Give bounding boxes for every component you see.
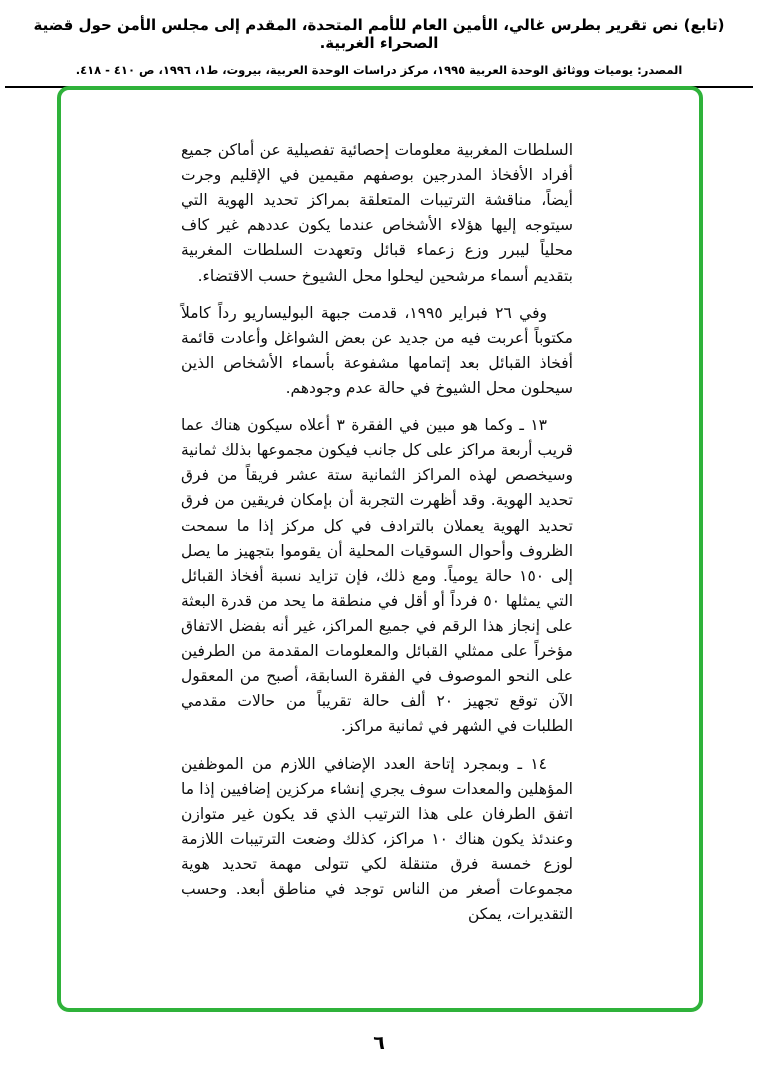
paragraph-14: ١٤ ـ وبمجرد إتاحة العدد الإضافي اللازم من الموظفين المؤهلين والمعدات سوف يجري إنشاء مركزين إضافيين إذا ما اتفق الطرفان على هذا الترتيب الذي قد يكون غير متوازن وعندئذ يكون هناك ١٠ مراكز، كذلك وضعت الترتيبات اللازمة لوزع خمسة فرق متنقلة لكي تتولى مهمة تحديد هوية مجموعات أصغر من الناس توجد في مناطق أبعد. وحسب التقديرات، يمكن (181, 754, 573, 924)
header-source-citation: المصدر: يوميات ووثائق الوحدة العربية ١٩٩٥، مركز دراسات الوحدة العربية، بيروت، ط١، ١٩٩٦، ص ٤١٠ - ٤١٨. (75, 63, 683, 77)
paragraph-continuation: السلطات المغربية معلومات إحصائية تفصيلية عن أماكن جميع أفراد الأفخاذ المدرجين بوصفهم مقيمين في الإقليم وجرت أيضاً، مناقشة الترتيبات المتعلقة بمراكز تحديد الهوية التي سيتوجه إليها هؤلاء الأشخاص عندما يكون عددهم غير كاف محلياً ليبرر وزع زعماء قبائل وتعهدت السلطات المغربية بتقديم أسماء مرشحين ليحلوا محل الشيوخ حسب الاقتضاء. (181, 141, 573, 285)
document-header (0, 0, 758, 77)
body-text (181, 138, 573, 927)
paragraph: وفي ٢٦ فبراير ١٩٩٥، قدمت جبهة البوليساريو رداً كاملاً مكتوباً أعربت فيه من جديد عن بعض الشواغل وأعادت قائمة أفخاذ القبائل بعد إتمامها مشفوعة بأسماء الأشخاص الذين سيحلون محل الشيوخ في حالة عدم وجودهم. (181, 303, 573, 397)
header-title: (تابع) نص تقرير بطرس غالي، الأمين العام للأمم المتحدة، المقدم إلى مجلس الأمن حول قضية الصحراء الغربية. (33, 16, 725, 52)
text-frame-border (57, 86, 703, 1012)
page-number: ٦ (373, 1032, 385, 1054)
paragraph-13: ١٣ ـ وكما هو مبين في الفقرة ٣ أعلاه سيكون هناك عما قريب أربعة مراكز على كل جانب فيكون مجموعها بذلك ثمانية وسيخصص لهذه المراكز الثمانية ستة عشر فريقاً من فرق تحديد الهوية. وقد أظهرت التجربة أن بإمكان فريقين من فرق تحديد الهوية يعملان بالترادف في كل مركز إذا ما سمحت الظروف وأحوال السوقيات المحلية أن يقوموا بتجهيز ما يصل إلى ١٥٠ حالة يومياً. ومع ذلك، فإن تزايد نسبة أفخاذ القبائل التي يمثلها ٥٠ فرداً أو أقل في منطقة ما يحد من قدرة البعثة على إنجاز هذا الرقم في جميع المراكز، غير أنه بفضل الاتفاق مؤخراً على ممثلي القبائل والمعلومات المقدمة من الطرفين على النحو الموصوف في الفقرة السابقة، أصبح من المعقول الآن توقع تجهيز ٢٠ ألف حالة تقريباً من حالات مقدمي الطلبات في الشهر في ثمانية مراكز. (181, 416, 574, 736)
